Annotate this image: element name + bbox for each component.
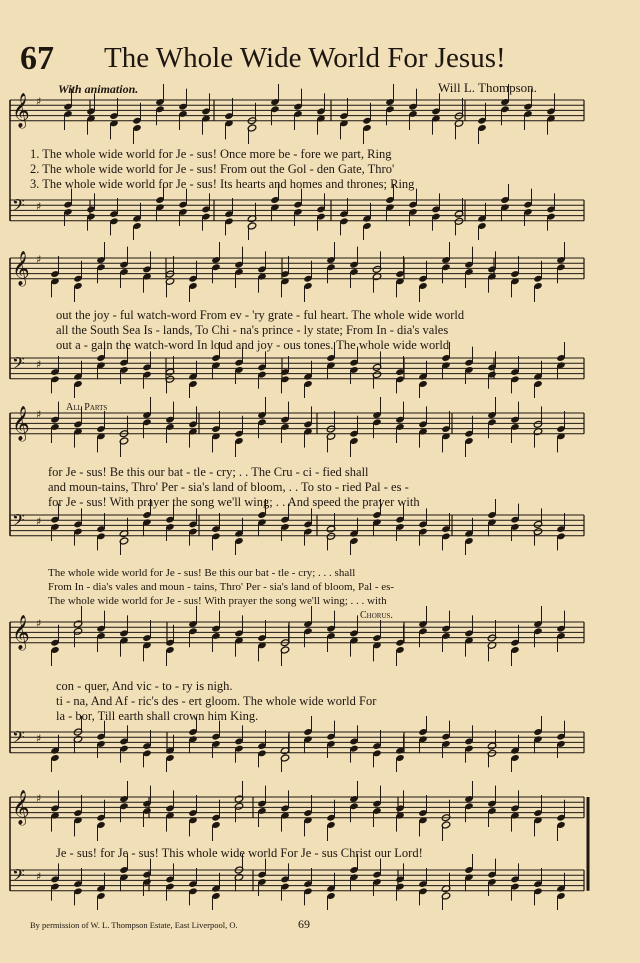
lyric-verse-2-line-3: and moun-tains, Thro' Per - sia's land of bloom, . . To sto - ried Pal - es - xyxy=(48,480,409,494)
hymn-title: The Whole Wide World For Jesus! xyxy=(104,42,506,74)
svg-text:𝄞: 𝄞 xyxy=(12,251,30,286)
svg-text:♯: ♯ xyxy=(36,95,42,108)
chorus-label: Chorus. xyxy=(360,610,393,621)
tempo-marking: With animation. xyxy=(58,82,139,96)
svg-text:𝄞: 𝄞 xyxy=(12,615,30,650)
svg-text:𝄢: 𝄢 xyxy=(12,865,25,889)
bass-lyric-line-2: From In - dia's vales and moun - tains, Thro' Per - sia's land of bloom, Pal - es- xyxy=(48,581,395,593)
page-number: 69 xyxy=(298,917,310,931)
svg-text:♯: ♯ xyxy=(36,870,42,883)
bass-lyric-line-1: The whole wide world for Je - sus! Be this our bat - tle - cry; . . . shall xyxy=(48,567,356,579)
lyric-verse-2-line-1: 2. The whole wide world for Je - sus! From out the Gol - den Gate, Thro' xyxy=(30,162,395,176)
lyric-verse-3-line-2: out a - gain the watch-word In loud and joy - ous tones. The whole wide world xyxy=(56,338,450,352)
svg-text:♯: ♯ xyxy=(36,200,42,213)
svg-text:♯: ♯ xyxy=(36,732,42,745)
lyric-verse-3-line-4: la - bor, Till earth shall crown him King. xyxy=(56,709,259,723)
permission-note: By permission of W. L. Thompson Estate, East Liverpool, O. xyxy=(30,920,238,930)
lyric-verse-2-line-2: all the South Sea Is - lands, To Chi - na's prince - ly state; From In - dia's vales xyxy=(56,323,449,337)
svg-text:𝄞: 𝄞 xyxy=(12,406,30,441)
lyric-verse-3-line-3: for Je - sus! With prayer the song we'll wing; . . And speed the prayer with xyxy=(48,495,420,509)
svg-text:♯: ♯ xyxy=(36,617,42,630)
svg-text:♯: ♯ xyxy=(36,515,42,528)
svg-text:𝄢: 𝄢 xyxy=(12,195,25,219)
lyric-refrain-line: Je - sus! for Je - sus! This whole wide world For Je - sus Christ our Lord! xyxy=(56,846,423,860)
bass-lyric-line-3: The whole wide world for Je - sus! With prayer the song we'll wing; . . . with xyxy=(48,595,387,607)
all-parts-label: All Parts xyxy=(66,402,108,413)
lyric-verse-1-line-2: out the joy - ful watch-word From ev - 'ry grate - ful heart. The whole wide world xyxy=(56,308,465,322)
composer: Will L. Thompson. xyxy=(438,80,537,95)
hymn-number: 67 xyxy=(20,40,54,77)
lyric-verse-2-line-4: ti - na, And Af - ric's des - ert gloom. The whole wide world For xyxy=(56,694,377,708)
lyric-verse-1-line-1: 1. The whole wide world for Je - sus! Once more be - fore we part, Ring xyxy=(30,147,392,161)
svg-text:𝄞: 𝄞 xyxy=(12,93,30,128)
svg-text:♯: ♯ xyxy=(36,792,42,805)
lyric-verse-1-line-3: for Je - sus! Be this our bat - tle - cry; . . The Cru - ci - fied shall xyxy=(48,465,369,479)
svg-text:𝄢: 𝄢 xyxy=(12,510,25,534)
svg-text:𝄢: 𝄢 xyxy=(12,353,25,377)
lyric-verse-3-line-1: 3. The whole wide world for Je - sus! Its hearts and homes and thrones; Ring xyxy=(30,177,415,191)
svg-text:𝄢: 𝄢 xyxy=(12,727,25,751)
svg-text:𝄞: 𝄞 xyxy=(12,790,30,825)
svg-text:♯: ♯ xyxy=(36,358,42,371)
lyric-verse-1-line-4: con - quer, And vic - to - ry is nigh. xyxy=(56,679,233,693)
svg-text:♯: ♯ xyxy=(36,253,42,266)
svg-text:♯: ♯ xyxy=(36,408,42,421)
